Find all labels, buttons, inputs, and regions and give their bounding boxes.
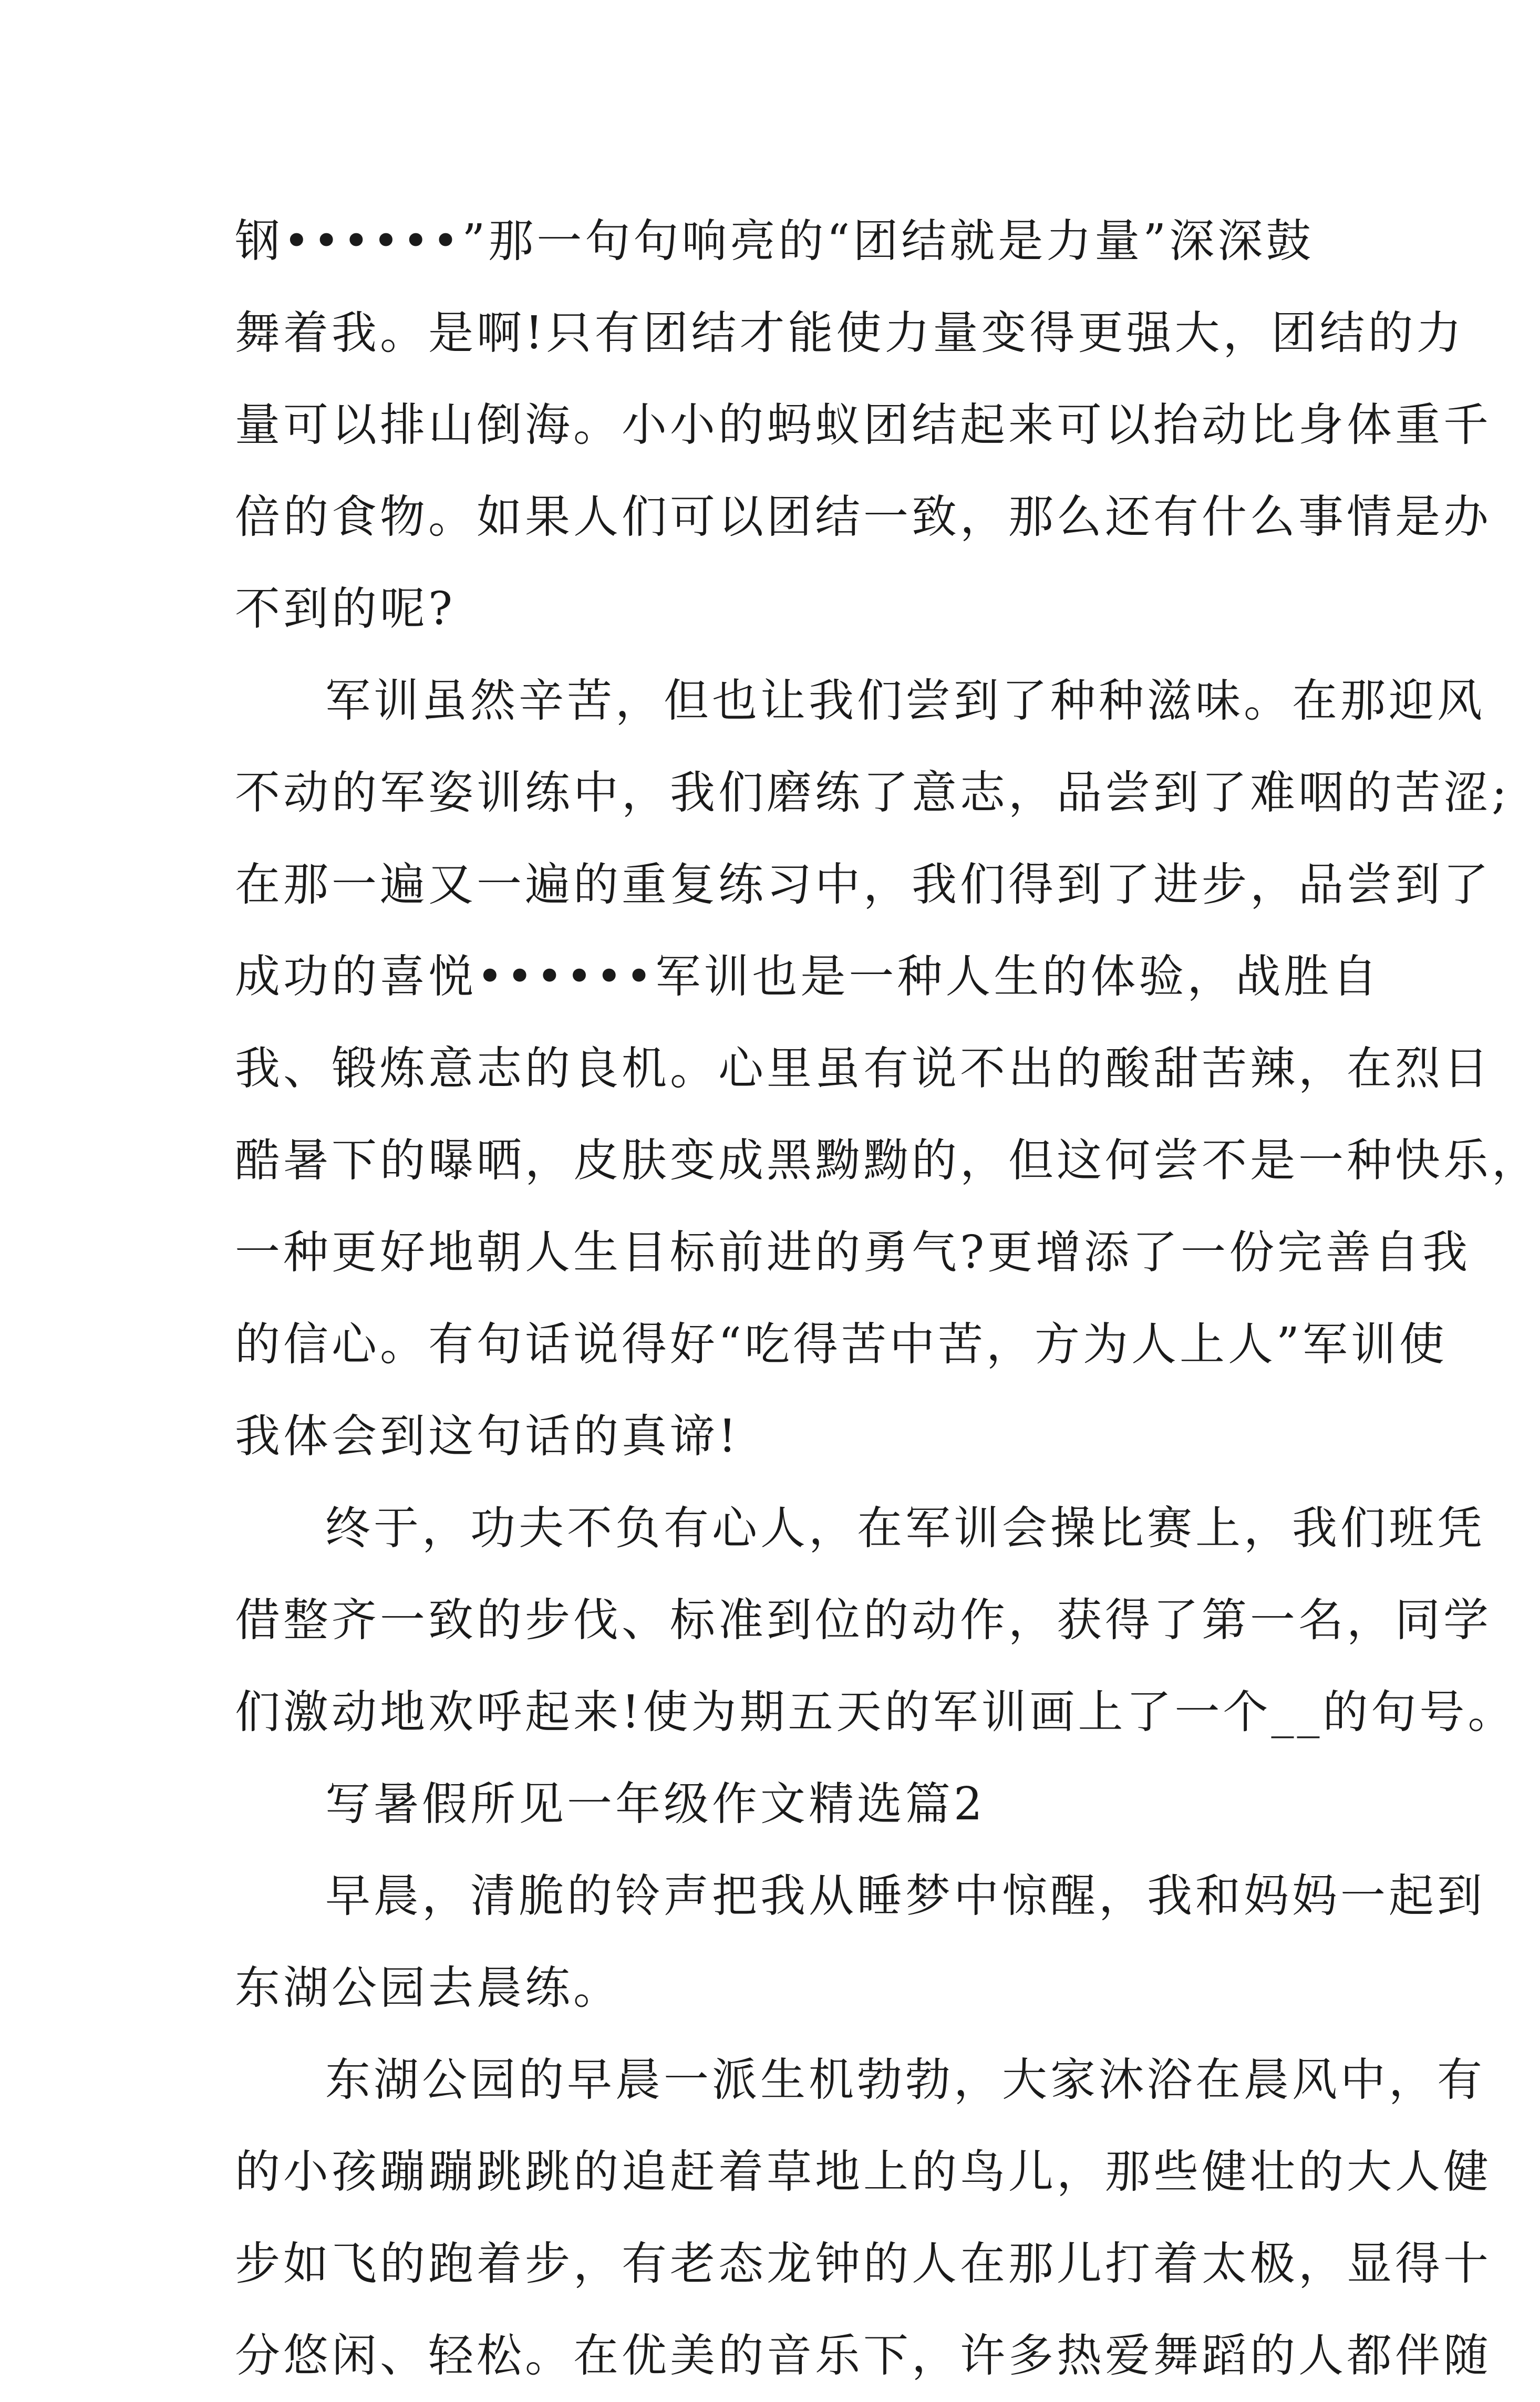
text-line: 钢••••••”那一句句响亮的“团结就是力量”深深鼓: [235, 215, 1315, 267]
text-line: 借整齐一致的步伐、标准到位的动作，获得了第一名，同学: [235, 1594, 1492, 1647]
text-line: 我体会到这句话的真谛!: [235, 1410, 740, 1463]
text-line: 我、锻炼意志的良机。心里虽有说不出的酸甜苦辣，在烈日: [235, 1042, 1492, 1095]
text-line: 的信心。有句话说得好“吃得苦中苦，方为人上人”军训使: [235, 1318, 1448, 1371]
text-line: 量可以排山倒海。小小的蚂蚁团结起来可以抬动比身体重千: [235, 399, 1492, 451]
text-line: 步如飞的跑着步，有老态龙钟的人在那儿打着太极，显得十: [235, 2238, 1492, 2290]
text-line: 在那一遍又一遍的重复练习中，我们得到了进步，品尝到了: [235, 858, 1492, 911]
text-line: 酷暑下的曝晒，皮肤变成黑黝黝的，但这何尝不是一种快乐，: [235, 1134, 1540, 1187]
text-line: 们激动地欢呼起来!使为期五天的军训画上了一个__的句号。: [235, 1686, 1516, 1738]
text-line: 成功的喜悦••••••军训也是一种人生的体验，战胜自: [235, 950, 1381, 1003]
text-line: 倍的食物。如果人们可以团结一致，那么还有什么事情是办: [235, 491, 1492, 543]
paragraph-start-line: 东湖公园的早晨一派生机勃勃，大家沐浴在晨风中，有: [325, 2054, 1485, 2106]
document-body: [235, 195, 1540, 2402]
text-line: 东湖公园去晨练。: [235, 1962, 622, 2014]
text-line: 一种更好地朝人生目标前进的勇气?更增添了一份完善自我: [235, 1226, 1471, 1279]
paragraph-start-line: 军训虽然辛苦，但也让我们尝到了种种滋味。在那迎风: [325, 675, 1485, 727]
paragraph-start-line: 早晨，清脆的铃声把我从睡梦中惊醒，我和妈妈一起到: [325, 1870, 1485, 1922]
text-line: 不到的呢?: [235, 583, 456, 635]
text-line: 舞着我。是啊!只有团结才能使力量变得更强大，团结的力: [235, 307, 1465, 359]
text-line: 分悠闲、轻松。在优美的音乐下，许多热爱舞蹈的人都伴随: [235, 2329, 1492, 2382]
text-line: 不动的军姿训练中，我们磨练了意志，品尝到了难咽的苦涩;: [235, 767, 1510, 819]
text-line: 的小孩蹦蹦跳跳的追赶着草地上的鸟儿，那些健壮的大人健: [235, 2146, 1492, 2198]
paragraph-start-line: 终于，功夫不负有心人，在军训会操比赛上，我们班凭: [325, 1502, 1485, 1555]
section-heading: 写暑假所见一年级作文精选篇2: [325, 1778, 986, 1830]
